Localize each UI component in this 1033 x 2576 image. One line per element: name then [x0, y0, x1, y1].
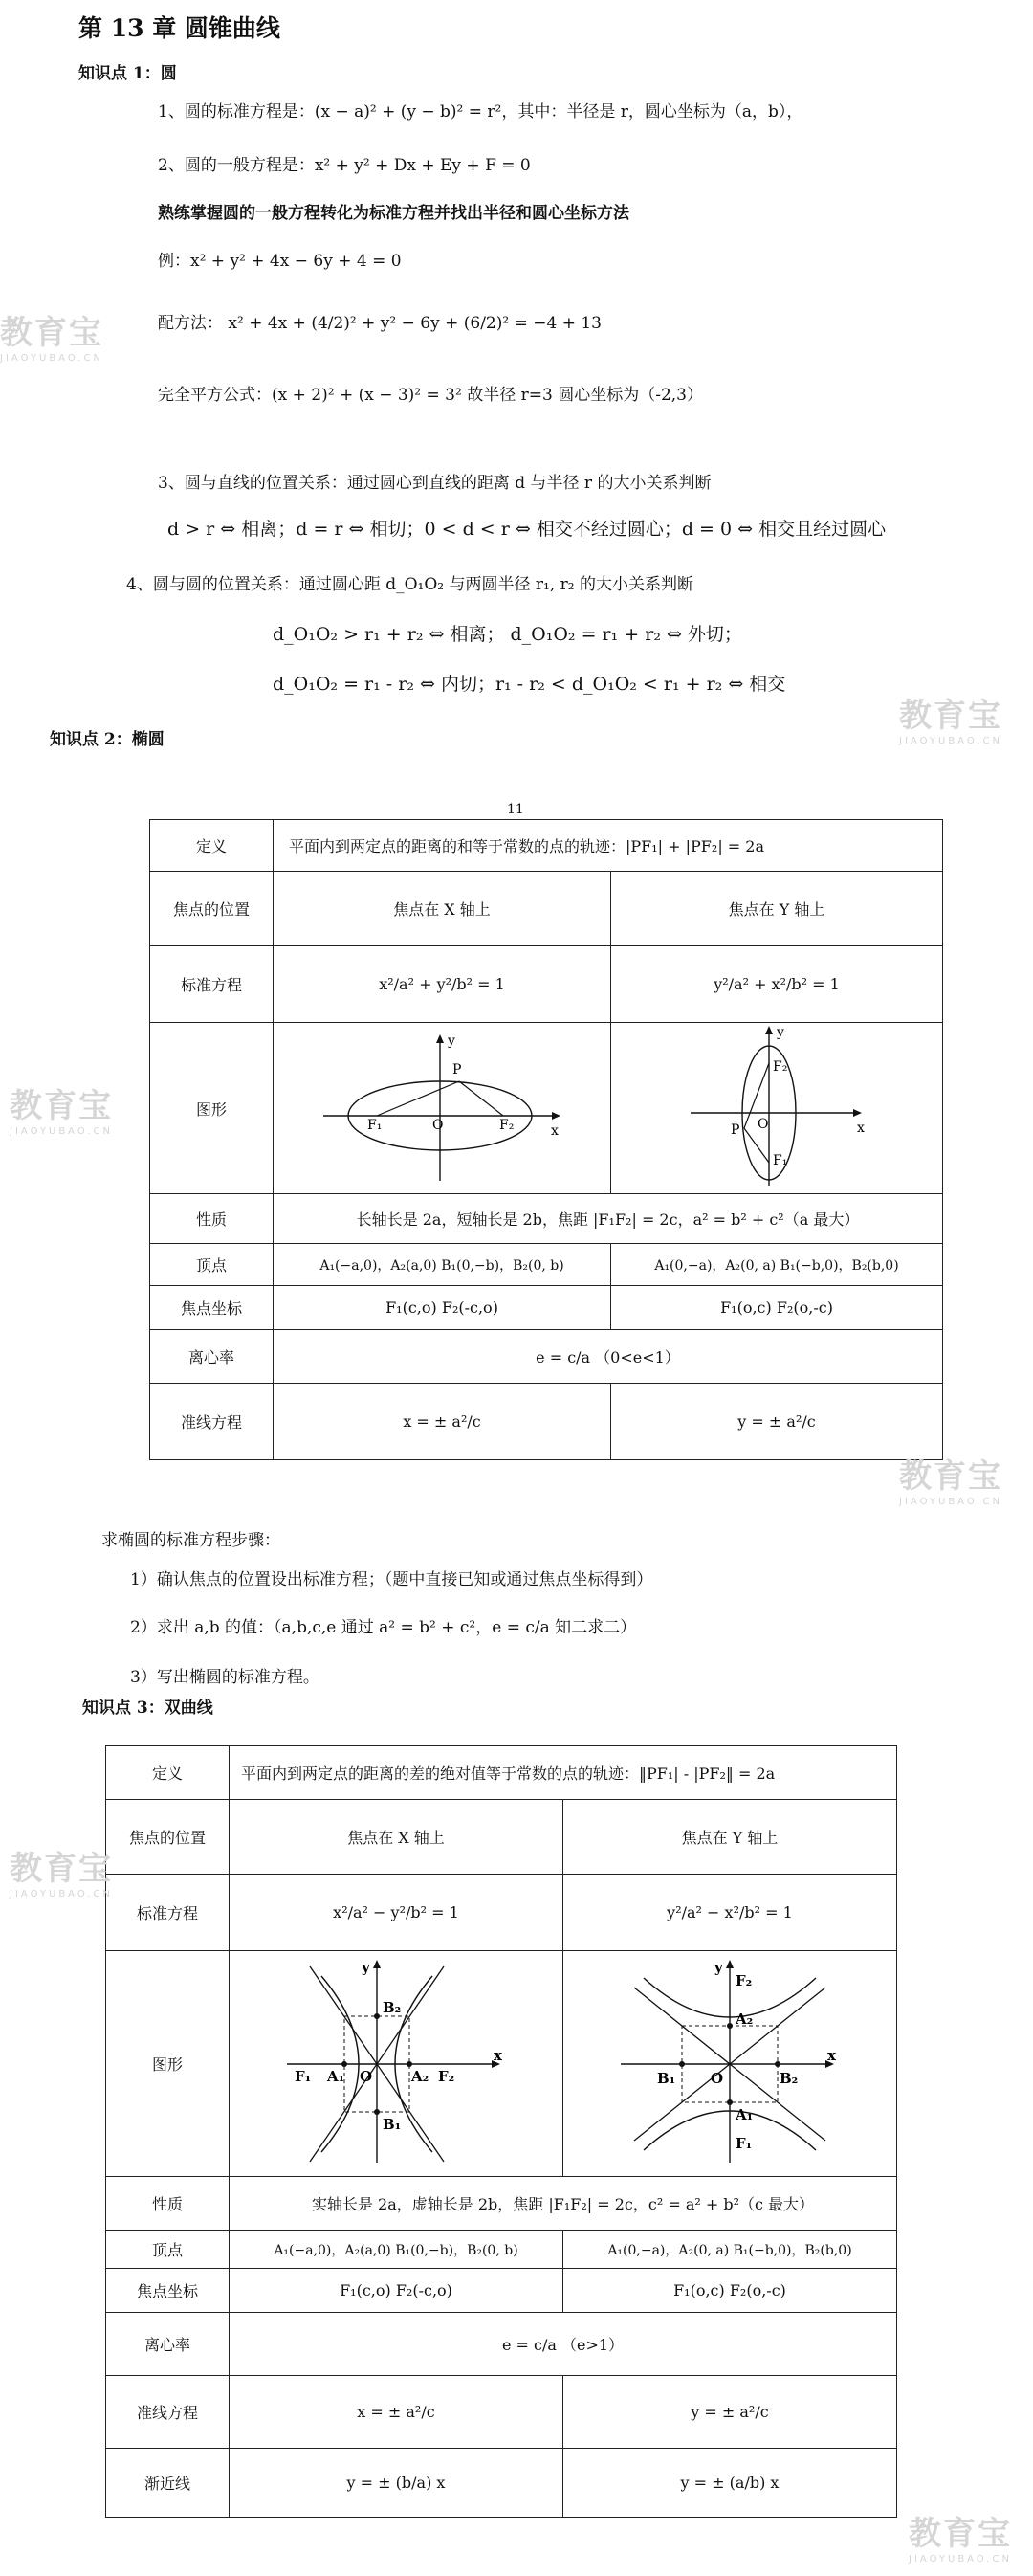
svg-text:y: y	[777, 1025, 784, 1040]
kp1-line-circle-cases: d > r ⇔ 相离；d = r ⇔ 相切；0 < d < r ⇔ 相交不经过圆心；d = 0 ⇔ 相交且经过圆心	[167, 519, 887, 540]
ellipse-dir-x: x = ± a²/c	[274, 1384, 611, 1460]
ellipse-prop-label: 性质	[150, 1194, 274, 1244]
watermark-logo: 教育宝 JIAOYUBAO.CN	[0, 314, 103, 364]
svg-text:F₁: F₁	[294, 2067, 312, 2085]
ellipse-step-1: 1）确认焦点的位置设出标准方程；（题中直接已知或通过焦点坐标得到）	[130, 1570, 653, 1589]
svg-text:x: x	[493, 2046, 502, 2064]
hyperbola-foci-label: 焦点坐标	[106, 2269, 230, 2313]
kp1-perfect-square: 完全平方公式：(x + 2)² + (x − 3)² = 3² 故半径 r=3 圆心坐标为（-2,3）	[158, 386, 703, 405]
hyperbola-foci-y: F₁(o,c) F₂(o,-c)	[562, 2269, 896, 2313]
hyperbola-def-text: 平面内到两定点的距离的差的绝对值等于常数的点的轨迹：‖PF₁| - |PF₂‖ = 2a	[230, 1746, 897, 1800]
ellipse-step-2: 2）求出 a,b 的值：（a,b,c,e 通过 a² = b² + c²，e = c/a 知二求二）	[130, 1618, 637, 1637]
ellipse-fig-y	[611, 1023, 943, 1194]
hyperbola-y-axis-figure	[615, 1957, 845, 2167]
ellipse-foci-y: F₁(o,c) F₂(o,-c)	[611, 1286, 943, 1330]
chapter-title: 第 13 章 圆锥曲线	[78, 14, 280, 42]
watermark-logo: 教育宝 JIAOYUBAO.CN	[899, 1457, 1002, 1507]
ellipse-eq-x: x²/a² + y²/b² = 1	[274, 946, 611, 1023]
kp1-completing-square: 配方法： x² + 4x + (4/2)² + y² − 6y + (6/2)² = −4 + 13	[158, 314, 602, 333]
hyperbola-asym-x: y = ± (b/a) x	[230, 2449, 563, 2518]
svg-text:O: O	[359, 2067, 373, 2085]
hyperbola-prop-label: 性质	[106, 2177, 230, 2231]
ellipse-prop-text: 长轴长是 2a，短轴长是 2b，焦距 |F₁F₂| = 2c，a² = b² + c²（a 最大）	[274, 1194, 943, 1244]
ellipse-def-text: 平面内到两定点的距离的和等于常数的点的轨迹：|PF₁| + |PF₂| = 2a	[274, 820, 943, 872]
kp1-circle-circle-cases-2: d_O₁O₂ = r₁ - r₂ ⇔ 内切；r₁ - r₂ < d_O₁O₂ < r₁ + r₂ ⇔ 相交	[273, 674, 786, 695]
svg-text:B₂: B₂	[382, 1998, 402, 2016]
hyperbola-x-axis-figure	[281, 1957, 511, 2167]
kp1-circle-standard: 1、圆的标准方程是：(x − a)² + (y − b)² = r²，其中：半径是 r，圆心坐标为（a，b），	[158, 102, 803, 122]
svg-text:F₂: F₂	[437, 2067, 455, 2085]
hyperbola-vert-x: A₁(−a,0)，A₂(a,0) B₁(0,−b)，B₂(0, b)	[230, 2231, 563, 2269]
ellipse-vert-x: A₁(−a,0)，A₂(a,0) B₁(0,−b)，B₂(0, b)	[274, 1244, 611, 1286]
ellipse-dir-label: 准线方程	[150, 1384, 274, 1460]
svg-text:A₁: A₁	[326, 2067, 345, 2085]
kp1-circle-general: 2、圆的一般方程是：x² + y² + Dx + Ey + F = 0	[158, 156, 531, 175]
ellipse-fig-label: 图形	[150, 1023, 274, 1194]
svg-text:y: y	[361, 1958, 370, 1976]
svg-text:P: P	[452, 1062, 462, 1077]
kp1-example: 例：x² + y² + 4x − 6y + 4 = 0	[158, 252, 402, 271]
hyperbola-asym-y: y = ± (a/b) x	[562, 2449, 896, 2518]
hyperbola-def-label: 定义	[106, 1746, 230, 1800]
kp1-method-note: 熟练掌握圆的一般方程转化为标准方程并找出半径和圆心坐标方法	[158, 204, 629, 223]
ellipse-foci-x: F₁(c,o) F₂(-c,o)	[274, 1286, 611, 1330]
watermark-logo: 教育宝 JIAOYUBAO.CN	[10, 1850, 113, 1899]
kp1-heading: 知识点 1：圆	[78, 64, 177, 83]
kp1-circle-circle: 4、圆与圆的位置关系：通过圆心距 d_O₁O₂ 与两圆半径 r₁, r₂ 的大小关系判断	[126, 575, 694, 594]
ellipse-ecc-text: e = c/a （0<e<1）	[274, 1330, 943, 1384]
hyperbola-vert-label: 顶点	[106, 2231, 230, 2269]
ellipse-eq-label: 标准方程	[150, 946, 274, 1023]
watermark-logo: 教育宝 JIAOYUBAO.CN	[10, 1087, 113, 1137]
svg-text:F₁: F₁	[773, 1153, 788, 1168]
hyperbola-eq-y: y²/a² − x²/b² = 1	[562, 1875, 896, 1951]
svg-text:B₂: B₂	[779, 2069, 799, 2087]
ellipse-x-axis-figure	[318, 1030, 566, 1183]
hyperbola-dir-x: x = ± a²/c	[230, 2376, 563, 2449]
hyperbola-dir-y: y = ± a²/c	[562, 2376, 896, 2449]
hyperbola-fig-y	[562, 1951, 896, 2177]
svg-text:x: x	[826, 2046, 836, 2064]
hyperbola-eq-x: x²/a² − y²/b² = 1	[230, 1875, 563, 1951]
ellipse-pos-label: 焦点的位置	[150, 872, 274, 946]
ellipse-vert-y: A₁(0,−a)，A₂(0, a) B₁(−b,0)，B₂(b,0)	[611, 1244, 943, 1286]
svg-text:x: x	[857, 1121, 865, 1136]
svg-text:A₂: A₂	[735, 2010, 754, 2028]
kp1-line-circle: 3、圆与直线的位置关系：通过圆心到直线的距离 d 与半径 r 的大小关系判断	[158, 474, 712, 493]
hyperbola-asym-label: 渐近线	[106, 2449, 230, 2518]
svg-text:A₂: A₂	[410, 2067, 429, 2085]
svg-text:O: O	[432, 1118, 444, 1133]
watermark-logo: 教育宝 JIAOYUBAO.CN	[909, 2515, 1012, 2565]
ellipse-def-label: 定义	[150, 820, 274, 872]
ellipse-step-3: 3）写出椭圆的标准方程。	[130, 1668, 319, 1687]
hyperbola-prop-text: 实轴长是 2a，虚轴长是 2b，焦距 |F₁F₂| = 2c，c² = a² + b²（c 最大）	[230, 2177, 897, 2231]
ellipse-fig-x	[274, 1023, 611, 1194]
svg-text:F₂: F₂	[773, 1059, 788, 1075]
hyperbola-fig-label: 图形	[106, 1951, 230, 2177]
hyperbola-pos-x: 焦点在 X 轴上	[230, 1800, 563, 1875]
svg-text:F₁: F₁	[367, 1118, 383, 1133]
ellipse-foci-label: 焦点坐标	[150, 1286, 274, 1330]
svg-text:O: O	[710, 2069, 724, 2087]
hyperbola-fig-x	[230, 1951, 563, 2177]
svg-text:x: x	[551, 1123, 559, 1139]
hyperbola-foci-x: F₁(c,o) F₂(-c,o)	[230, 2269, 563, 2313]
ellipse-y-axis-figure	[681, 1025, 872, 1188]
hyperbola-vert-y: A₁(0,−a)，A₂(0, a) B₁(−b,0)，B₂(b,0)	[562, 2231, 896, 2269]
hyperbola-dir-label: 准线方程	[106, 2376, 230, 2449]
ellipse-pos-x: 焦点在 X 轴上	[274, 872, 611, 946]
ellipse-eq-y: y²/a² + x²/b² = 1	[611, 946, 943, 1023]
svg-text:A₁: A₁	[735, 2105, 754, 2123]
svg-text:B₁: B₁	[656, 2069, 676, 2087]
ellipse-pos-y: 焦点在 Y 轴上	[611, 872, 943, 946]
hyperbola-table	[105, 1745, 897, 2518]
page-number: 11	[507, 802, 524, 817]
kp3-heading: 知识点 3：双曲线	[82, 1699, 213, 1718]
hyperbola-ecc-text: e = c/a （e>1）	[230, 2313, 897, 2376]
svg-text:F₁: F₁	[735, 2134, 753, 2152]
hyperbola-pos-y: 焦点在 Y 轴上	[562, 1800, 896, 1875]
svg-text:O: O	[758, 1117, 769, 1132]
ellipse-dir-y: y = ± a²/c	[611, 1384, 943, 1460]
kp1-circle-circle-cases-1: d_O₁O₂ > r₁ + r₂ ⇔ 相离； d_O₁O₂ = r₁ + r₂ ⇔ 外切；	[273, 624, 742, 645]
ellipse-table	[149, 819, 943, 1460]
hyperbola-pos-label: 焦点的位置	[106, 1800, 230, 1875]
ellipse-steps-title: 求椭圆的标准方程步骤：	[101, 1531, 280, 1550]
svg-text:y: y	[714, 1958, 723, 1976]
hyperbola-ecc-label: 离心率	[106, 2313, 230, 2376]
ellipse-vert-label: 顶点	[150, 1244, 274, 1286]
svg-text:F₂: F₂	[735, 1971, 753, 1989]
svg-text:y: y	[448, 1033, 455, 1049]
kp2-heading: 知识点 2：椭圆	[50, 730, 165, 749]
hyperbola-eq-label: 标准方程	[106, 1875, 230, 1951]
svg-text:B₁: B₁	[382, 2115, 402, 2133]
svg-text:F₂: F₂	[499, 1118, 515, 1133]
svg-text:P: P	[731, 1122, 740, 1138]
ellipse-ecc-label: 离心率	[150, 1330, 274, 1384]
watermark-logo: 教育宝 JIAOYUBAO.CN	[899, 697, 1002, 746]
